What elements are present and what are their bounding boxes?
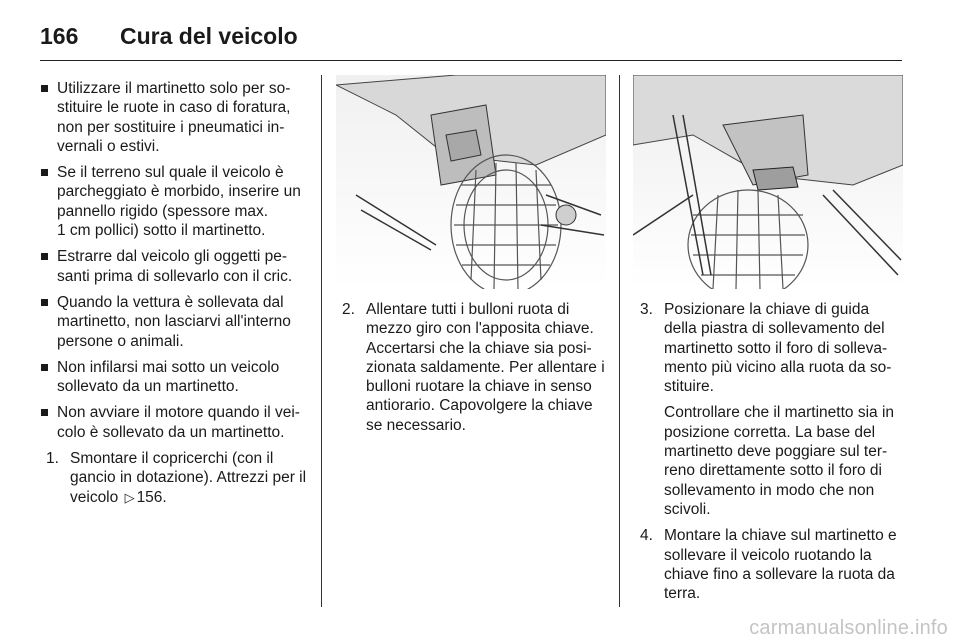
page-header (40, 16, 298, 56)
bullet-square-icon (41, 169, 48, 176)
step-text: Smontare il copricerchi (con il gancio in dotazione). Attrezzi per il veicolo (70, 450, 307, 506)
step-3-note: Controllare che il martinetto sia in posizione corretta. La base del martinetto deve poggiare sul ter-reno direttamente sotto il foro di sollevamento in modo che non scivoli. (664, 404, 895, 518)
bullet-item: Utilizzare il martinetto solo per so-stituire le ruote in caso di foratura, non per sostituire i pneumatici in-vernali o estivi. (38, 79, 308, 156)
column-2 (342, 300, 606, 442)
step-text: Montare la chiave sul martinetto e sollevare il veicolo ruotando la chiave fino a sollevare la ruota da terra. (664, 527, 897, 603)
xref-page-link[interactable]: 156. (136, 488, 167, 506)
jack-position-illustration (633, 75, 903, 289)
bullet-square-icon (41, 364, 48, 371)
bullet-square-icon (41, 299, 48, 306)
bullet-item: Estrarre dal veicolo gli oggetti pe-santi prima di sollevarlo con il cric. (38, 247, 308, 286)
step-2 (342, 300, 606, 435)
bullet-item: Quando la vettura è sollevata dal martinetto, non lasciarvi all'interno persone o animali. (38, 293, 308, 351)
step-text: Posizionare la chiave di guida della piastra di sollevamento del martinetto sotto il foro di solleva-mento più vicino alla ruota da so-stituire. (664, 301, 892, 396)
page-number: 166 (40, 22, 79, 49)
column-divider-2 (619, 75, 620, 607)
step-number: 2. (342, 301, 355, 318)
step-4 (640, 526, 904, 603)
bullet-square-icon (41, 85, 48, 92)
watermark: carmanualsonline.info (749, 617, 948, 639)
step-text: Allentare tutti i bulloni ruota di mezzo giro con l'apposita chiave. Accertarsi che la chiave sia posi-zionata saldamente. Per allentare i bulloni ruotare la chiave in senso antiorario. Capovolgere la chiave se necessario. (366, 301, 605, 434)
bullet-item: Se il terreno sul quale il veicolo è parcheggiato è morbido, inserire un pannello rigido (spessore max. 1 cm pollici) sotto il martinetto. (38, 163, 308, 240)
wheel-bolts-illustration (336, 75, 606, 289)
step-number: 1. (46, 450, 59, 468)
page-title: Cura del veicolo (120, 22, 298, 49)
step-1 (46, 449, 308, 507)
bullet-item: Non avviare il motore quando il vei-colo è sollevato da un martinetto. (38, 403, 308, 442)
step-number: 4. (640, 527, 653, 545)
bullet-square-icon (41, 253, 48, 260)
arrow-right-icon[interactable]: ▷ (124, 489, 135, 505)
step-3 (640, 300, 904, 396)
step-number: 3. (640, 301, 653, 318)
bullet-square-icon (41, 409, 48, 416)
header-divider (40, 60, 902, 61)
column-1 (38, 79, 308, 514)
bullet-item: Non infilarsi mai sotto un veicolo sollevato da un martinetto. (38, 358, 308, 397)
column-divider-1 (321, 75, 322, 607)
column-3 (640, 300, 904, 610)
